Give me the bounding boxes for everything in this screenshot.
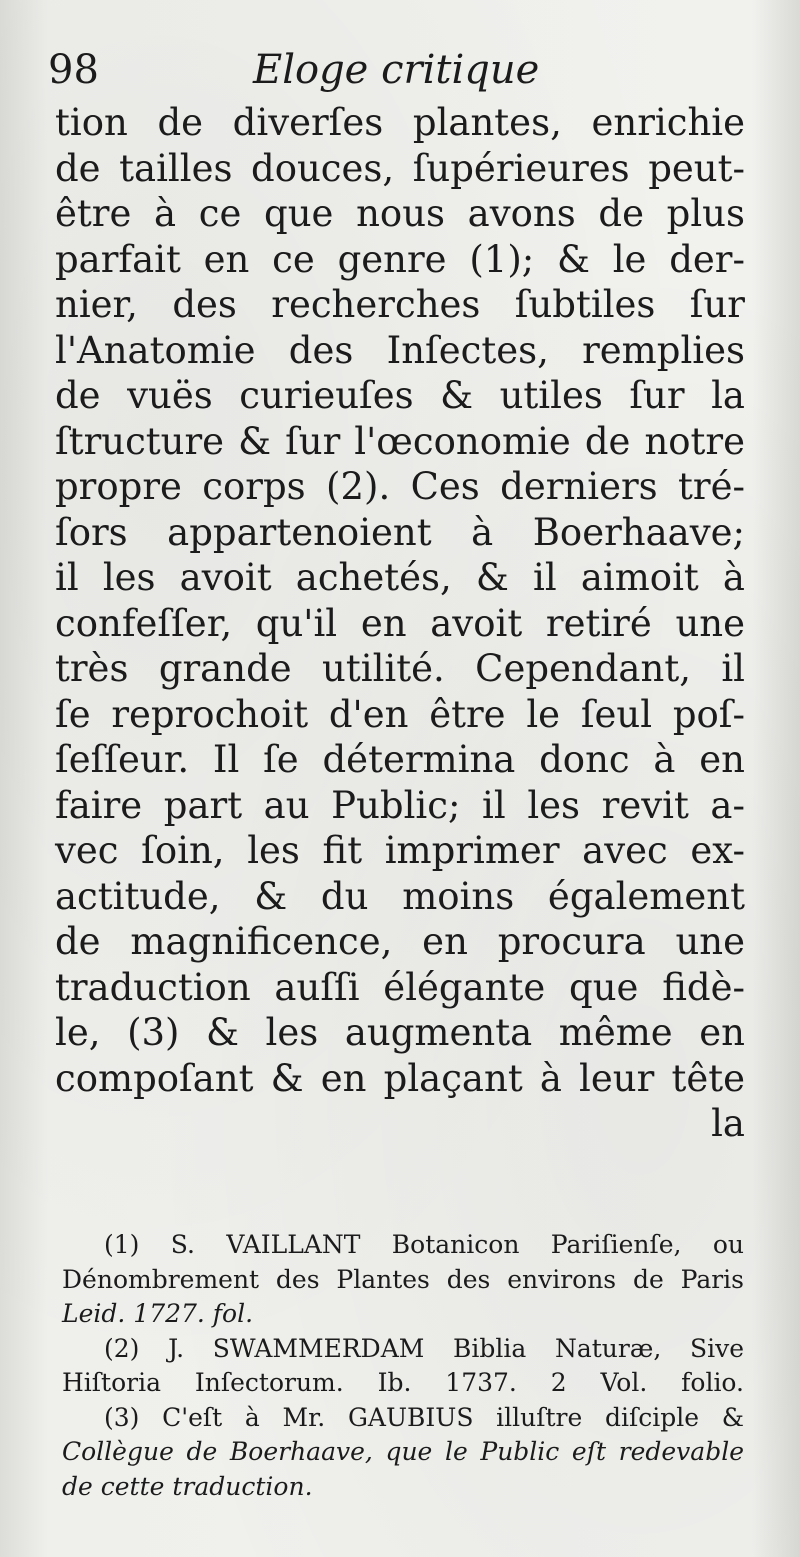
footnote-line: (2) J. SWAMMERDAM Biblia Naturæ, Sive <box>104 1333 744 1363</box>
footnote-line: de cette traduction. <box>62 1471 313 1501</box>
text-line: ſors appartenoient à Boerhaave; <box>55 510 745 554</box>
running-title: Eloge critique <box>253 47 540 93</box>
text-line: traduction auſſi élégante que fidè- <box>55 965 745 1009</box>
page-header <box>48 42 748 98</box>
text-line: de tailles douces, ſupérieures peut- <box>55 146 745 190</box>
text-line: être à ce que nous avons de plus <box>55 192 745 235</box>
text-line: tion de diverſes plantes, enrichie <box>55 101 745 144</box>
page-number: 98 <box>48 47 99 93</box>
text-line: vec ſoin, les fit imprimer avec ex- <box>55 829 745 872</box>
footnote-line: (3) C'eſt à Mr. GAUBIUS illuſtre diſciple & <box>104 1402 744 1432</box>
text-line: compoſant & en plaçant à leur tête <box>55 1056 745 1100</box>
text-line: l'Anatomie des Inſectes, remplies <box>55 328 745 372</box>
text-line: nier, des recherches ſubtiles ſur <box>55 283 745 326</box>
text-line: il les avoit achetés, & il aimoit à <box>55 556 745 599</box>
footnote-line: (1) S. VAILLANT Botanicon Pariſienſe, ou <box>104 1230 744 1259</box>
text-line: très grande utilité. Cependant, il <box>55 647 745 690</box>
text-line: ſtructure & ſur l'œconomie de notre <box>55 419 745 463</box>
text-line: ſe reprochoit d'en être le ſeul poſ- <box>55 692 745 736</box>
text-line: ſeſſeur. Il ſe détermina donc à en <box>55 738 745 781</box>
footnotes <box>62 1228 744 1504</box>
text-line: propre corps (2). Ces derniers tré- <box>55 465 745 508</box>
text-line: faire part au Public; il les revit a- <box>55 783 745 827</box>
footnote-line: Collègue de Boerhaave, que le Public eſt redevable <box>62 1437 744 1466</box>
footnote-line: Dénombrement des Plantes des environs de Paris <box>62 1264 744 1294</box>
catchword: la <box>711 1102 745 1145</box>
text-line: confeſſer, qu'il en avoit retiré une <box>55 601 745 645</box>
text-line: parfait en ce genre (1); & le der- <box>55 237 745 281</box>
text-line: le, (3) & les augmenta même en <box>55 1011 745 1054</box>
text-line: de magnificence, en procura une <box>55 920 745 963</box>
body-text <box>55 100 745 1147</box>
footnote-line: Leid. 1727. fol. <box>62 1299 254 1328</box>
text-line: actitude, & du moins également <box>55 874 745 918</box>
text-line: de vuës curieuſes & utiles ſur la <box>55 374 745 417</box>
footnote-line: Hiſtoria Inſectorum. Ib. 1737. 2 Vol. folio. <box>62 1368 744 1397</box>
